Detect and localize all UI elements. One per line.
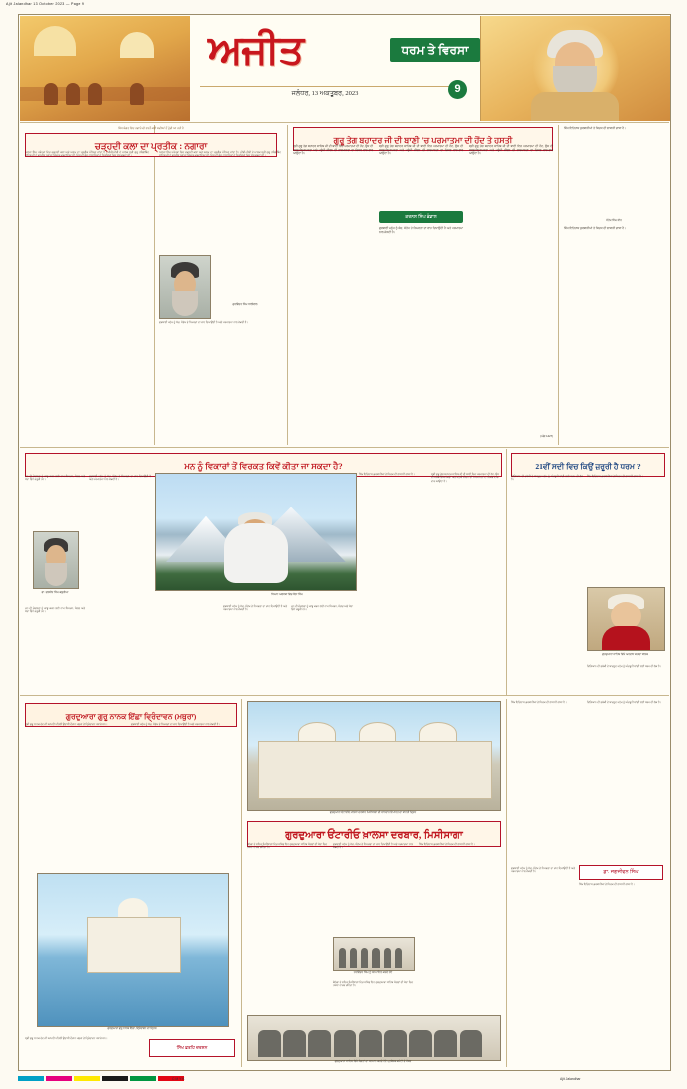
masthead-logo: ਅਜੀਤ [208,27,304,72]
dharam21-col2b: ਵਿਗਿਆਨ ਦੀ ਤਰੱਕੀ ਦੇ ਬਾਵਜੂਦ ਮਨੁੱਖ ਨੂੰ ਅੰਦਰੂਨੀ ਸ਼ਾਂਤੀ ਲਈ ਧਰਮ ਦੀ ਲੋੜ ਹੈ। [587,665,662,668]
nagara-author-photo [159,255,211,319]
issue-date: ਜਲੰਧਰ, 13 ਅਕਤੂਬਰ, 2023 [200,86,450,98]
page-number-badge: 9 [448,80,467,99]
meditation-photo-caption: ਧਿਆਨ ਅਵਸਥਾ ਵਿਚ ਬੈਠਾ ਸਿੰਘ [271,593,303,596]
meditation-photo [155,473,357,591]
gtb-body-col2b: ਗੁਰਬਾਣੀ ਮਨੁੱਖ ਨੂੰ ਸੱਚ, ਸੰਤੋਖ ਤੇ ਨਿਮਰਤਾ ਦਾ ਰਾਹ ਦਿਖਾਉਂਦੀ ਹੈ ਅਤੇ ਪਰਮਾਤਮਾ ਨਾਲ ਜੋੜਦੀ ਹੈ। [379,226,463,234]
nagara-body-col1: ਨਗਾਰਾ ਸਿੱਖ ਪਰੰਪਰਾ ਵਿਚ ਚੜ੍ਹਦੀ ਕਲਾ ਅਤੇ ਅਣਖ ਦਾ ਪ੍ਰਤੀਕ ਮੰਨਿਆ ਜਾਂਦਾ ਹੈ। ਮੀਰੀ-ਪੀਰੀ ਦੇ ਮਾਲਕ ਸ੍ਰੀ ਗੁਰੂ ਹਰਿਗੋਬਿੰਦ ਸਾਹਿਬ ਜੀ ਨੇ ਰਣਜੀਤ ਨਗਾਰਾ ਤਿਆਰ ਕਰਵਾਇਆ ਸੀ, ਜਿਸ ਦੀ ਗੂੰਜ ਨਾਲ ਸਿੰਘਾਂ ਦੇ ਹਿਰਦਿਆਂ ਵਿਚ ਜੋਸ਼ ਭਰਦਾ ਸੀ। [25,151,149,158]
mississauga-photo-caption: ਗੁਰਦੁਆਰਾ ਓਂਟਾਰੀਓ ਖ਼ਾਲਸਾ ਦਰਬਾਰ ਮਿਸੀਸਾਗਾ ਦੀ ਸ਼ਾਨਦਾਰ ਇਮਾਰਤ ਦਾ ਬਾਹਰੀ ਦ੍ਰਿਸ਼ [329,811,417,814]
mississauga-col3: ਸਿੱਖ ਇਤਿਹਾਸ ਕੁਰਬਾਨੀਆਂ ਤੇ ਸਿਦਕ ਦੀ ਲਾਸਾਨੀ ਗਾਥਾ ਹੈ। [419,843,475,846]
gtb-body-col2a: ਸ੍ਰੀ ਗੁਰੂ ਤੇਗ ਬਹਾਦਰ ਸਾਹਿਬ ਜੀ ਦੀ ਬਾਣੀ ਵਿਚ ਪਰਮਾਤਮਾ ਦੀ ਹੋਂਦ, ਉਸ ਦੀ ਸਰਬ-ਵਿਆਪਕਤਾ ਅਤੇ ਮਨੁੱਖੀ ਜੀਵਨ ਦੀ ਨਾਸ਼ਮਾਨਤਾ ਦਾ ਜ਼ਿਕਰ ਵਾਰ-ਵਾਰ ਆਉਂਦਾ ਹੈ। [379,144,463,156]
meditation-author-photo [33,531,79,589]
nagara-kicker: ਸਿੱਖ ਸੰਗਤ ਵਿਚ ਨਗਾਰੇ ਦੀ ਵਰਤੋਂ ਕਈ ਸਦੀਆਂ ਤੋਂ ਹੁੰਦੀ ਆ ਰਹੀ ਹੈ [118,126,184,130]
mississauga-col1: ਕੈਨੇਡਾ ਦੇ ਸ਼ਹਿਰ ਮਿਸੀਸਾਗਾ ਵਿਚ ਸਥਿਤ ਇਹ ਗੁਰਦੁਆਰਾ ਸਾਹਿਬ ਸੰਗਤਾਂ ਦੀ ਸੇਵਾ ਵਿਚ ਹਮੇਸ਼ਾ ਹਾਜ਼ਰ ਰਹਿੰਦਾ ਹੈ। [247,843,327,850]
gtb-author-badge: ਕਰਨਲ ਸਿੰਘ ਭੰਡਾਲ [379,211,463,223]
mississauga-col2: ਗੁਰਬਾਣੀ ਮਨੁੱਖ ਨੂੰ ਸੱਚ, ਸੰਤੋਖ ਤੇ ਨਿਮਰਤਾ ਦਾ ਰਾਹ ਦਿਖਾਉਂਦੀ ਹੈ ਅਤੇ ਪਰਮਾਤਮਾ ਨਾਲ ਜੋੜਦੀ ਹੈ। [333,843,413,850]
nagara-body-col2: ਨਗਾਰਾ ਸਿੱਖ ਪਰੰਪਰਾ ਵਿਚ ਚੜ੍ਹਦੀ ਕਲਾ ਅਤੇ ਅਣਖ ਦਾ ਪ੍ਰਤੀਕ ਮੰਨਿਆ ਜਾਂਦਾ ਹੈ। ਮੀਰੀ-ਪੀਰੀ ਦੇ ਮਾਲਕ ਸ੍ਰੀ ਗੁਰੂ ਹਰਿਗੋਬਿੰਦ ਸਾਹਿਬ ਜੀ ਨੇ ਰਣਜੀਤ ਨਗਾਰਾ ਤਿਆਰ ਕਰਵਾਇਆ ਸੀ, ਜਿਸ ਦੀ ਗੂੰਜ ਨਾਲ ਸਿੰਘਾਂ ਦੇ ਹਿਰਦਿਆਂ ਵਿਚ ਜੋਸ਼ ਭਰਦਾ ਸੀ। [159,151,281,158]
meditation-col1-top: ਮਨ ਦੀ ਚੰਚਲਤਾ ਨੂੰ ਕਾਬੂ ਕਰਨ ਲਈ ਨਾਮ ਸਿਮਰਨ, ਸੰਗਤ ਅਤੇ ਸੇਵਾ ਤਿੰਨੇ ਜ਼ਰੂਰੀ ਹਨ। [25,475,85,482]
dharam21-photo [587,587,665,651]
mississauga-col2b: ਕੈਨੇਡਾ ਦੇ ਸ਼ਹਿਰ ਮਿਸੀਸਾਗਾ ਵਿਚ ਸਥਿਤ ਇਹ ਗੁਰਦੁਆਰਾ ਸਾਹਿਬ ਸੰਗਤਾਂ ਦੀ ਸੇਵਾ ਵਿਚ ਹਮੇਸ਼ਾ ਹਾਜ਼ਰ ਰਹਿੰਦਾ ਹੈ। [333,981,413,988]
vrindavan-photo [37,873,229,1027]
printer-marks-top [0,0,687,12]
mississauga-headline: ਗੁਰਦੁਆਰਾ ਓਂਟਾਰੀਓ ਖ਼ਾਲਸਾ ਦਰਬਾਰ, ਮਿਸੀਸਾਗਾ [285,830,463,841]
gtb-quote-ref: (ਅੰਗ 1427) [540,435,553,438]
nagara-headline: ਚੜ੍ਹਦੀ ਕਲਾ ਦਾ ਪ੍ਰਤੀਕ : ਨਗਾਰਾ [94,140,208,151]
masthead-guru-portrait [480,16,670,121]
page-frame [18,14,671,1071]
mississauga-bottom-caption: ਗੁਰਦੁਆਰਾ ਸਾਹਿਬ ਵਿਖੇ ਸੰਗਤਾਂ ਦਾ ਸਨਮਾਨ ਕਰਦੇ ਹੋਏ ਪ੍ਰਬੰਧਕ ਕਮੇਟੀ ਦੇ ਮੈਂਬਰ [334,1060,412,1063]
nagara-byline: ਗੁਰਵਿੰਦਰ ਸਿੰਘ ਧਾਲੀਵਾਲ [232,303,258,306]
mississauga-photo-inner [333,937,415,971]
meditation-byline: ਡਾ. ਦਲਬੀਰ ਸਿੰਘ ਕਥੂਰੀਆ [41,591,69,594]
gtb-body-col1: ਸ੍ਰੀ ਗੁਰੂ ਤੇਗ ਬਹਾਦਰ ਸਾਹਿਬ ਜੀ ਦੀ ਬਾਣੀ ਵਿਚ ਪਰਮਾਤਮਾ ਦੀ ਹੋਂਦ, ਉਸ ਦੀ ਸਰਬ-ਵਿਆਪਕਤਾ ਅਤੇ ਮਨੁੱਖੀ ਜੀਵਨ ਦੀ ਨਾਸ਼ਮਾਨਤਾ ਦਾ ਜ਼ਿਕਰ ਵਾਰ-ਵਾਰ ਆਉਂਦਾ ਹੈ। [293,144,373,156]
gtb-body-col3: ਸ੍ਰੀ ਗੁਰੂ ਤੇਗ ਬਹਾਦਰ ਸਾਹਿਬ ਜੀ ਦੀ ਬਾਣੀ ਵਿਚ ਪਰਮਾਤਮਾ ਦੀ ਹੋਂਦ, ਉਸ ਦੀ ਸਰਬ-ਵਿਆਪਕਤਾ ਅਤੇ ਮਨੁੱਖੀ ਜੀਵਨ ਦੀ ਨਾਸ਼ਮਾਨਤਾ ਦਾ ਜ਼ਿਕਰ ਵਾਰ-ਵਾਰ ਆਉਂਦਾ ਹੈ। [469,144,553,156]
right-band1-text-bottom: ਸਿੱਖ ਇਤਿਹਾਸ ਕੁਰਬਾਨੀਆਂ ਤੇ ਸਿਦਕ ਦੀ ਲਾਸਾਨੀ ਗਾਥਾ ਹੈ। [564,226,626,230]
right-band1-caption: ਸੰਤੋਖ ਸਿੰਘ ਧੀਰ [606,219,622,222]
masthead-artwork-left [20,16,191,121]
meditation-col5: ਮਨ ਦੀ ਚੰਚਲਤਾ ਨੂੰ ਕਾਬੂ ਕਰਨ ਲਈ ਨਾਮ ਸਿਮਰਨ, ਸੰਗਤ ਅਤੇ ਸੇਵਾ ਤਿੰਨੇ ਜ਼ਰੂਰੀ ਹਨ। [291,605,353,612]
dharam21-col1: ਵਿਗਿਆਨ ਦੀ ਤਰੱਕੀ ਦੇ ਬਾਵਜੂਦ ਮਨੁੱਖ ਨੂੰ ਅੰਦਰੂਨੀ ਸ਼ਾਂਤੀ ਲਈ ਧਰਮ ਦੀ ਲੋੜ ਹੈ। [511,475,583,482]
vrindavan-headline: ਗੁਰਦੁਆਰਾ ਗੁਰੂ ਨਾਨਕ ਇੱਛਾ ਵ੍ਰਿੰਦਾਵਨ (ਮਥੁਰਾ) [65,712,197,721]
mississauga-photo-main [247,701,501,811]
dharam21-headline: 21ਵੀਂ ਸਦੀ ਵਿਚ ਕਿਉਂ ਜ਼ਰੂਰੀ ਹੈ ਧਰਮ ? [535,462,641,471]
vrindavan-logo-badge: ਸਿੱਖ ਫ਼ਤਹਿ ਦਰਸ਼ਨ [149,1039,235,1057]
meditation-col7: ਸ੍ਰੀ ਗੁਰੂ ਤੇਗ ਬਹਾਦਰ ਸਾਹਿਬ ਜੀ ਦੀ ਬਾਣੀ ਵਿਚ ਪਰਮਾਤਮਾ ਦੀ ਹੋਂਦ, ਉਸ ਦੀ ਸਰਬ-ਵਿਆਪਕਤਾ ਅਤੇ ਮਨੁੱਖੀ ਜੀਵਨ ਦੀ ਨਾਸ਼ਮਾਨਤਾ ਦਾ ਜ਼ਿਕਰ ਵਾਰ-ਵਾਰ ਆਉਂਦਾ ਹੈ। [431,473,499,483]
masthead [20,16,669,121]
right-band1-text-top: ਸਿੱਖ ਇਤਿਹਾਸ ਕੁਰਬਾਨੀਆਂ ਤੇ ਸਿਦਕ ਦੀ ਲਾਸਾਨੀ ਗਾਥਾ ਹੈ। [564,126,626,130]
supplement-title: ਧਰਮ ਤੇ ਵਿਰਸਾ [390,38,480,62]
meditation-col2: ਗੁਰਬਾਣੀ ਮਨੁੱਖ ਨੂੰ ਸੱਚ, ਸੰਤੋਖ ਤੇ ਨਿਮਰਤਾ ਦਾ ਰਾਹ ਦਿਖਾਉਂਦੀ ਹੈ ਅਤੇ ਪਰਮਾਤਮਾ ਨਾਲ ਜੋੜਦੀ ਹੈ। [89,475,151,482]
mississauga-photo-bottom [247,1015,501,1061]
vrindavan-photo-caption: ਗੁਰਦੁਆਰਾ ਗੁਰੂ ਨਾਨਕ ਇੱਛਾ, ਵ੍ਰਿੰਦਾਵਨ ਦਾ ਦ੍ਰਿਸ਼ [107,1027,157,1030]
right-band3-col2: ਵਿਗਿਆਨ ਦੀ ਤਰੱਕੀ ਦੇ ਬਾਵਜੂਦ ਮਨੁੱਖ ਨੂੰ ਅੰਦਰੂਨੀ ਸ਼ਾਂਤੀ ਲਈ ਧਰਮ ਦੀ ਲੋੜ ਹੈ। [587,701,662,704]
right-band3-col3: ਗੁਰਬਾਣੀ ਮਨੁੱਖ ਨੂੰ ਸੱਚ, ਸੰਤੋਖ ਤੇ ਨਿਮਰਤਾ ਦਾ ਰਾਹ ਦਿਖਾਉਂਦੀ ਹੈ ਅਤੇ ਪਰਮਾਤਮਾ ਨਾਲ ਜੋੜਦੀ ਹੈ। [511,867,575,874]
right-band3-col1: ਸਿੱਖ ਇਤਿਹਾਸ ਕੁਰਬਾਨੀਆਂ ਤੇ ਸਿਦਕ ਦੀ ਲਾਸਾਨੀ ਗਾਥਾ ਹੈ। [511,701,567,704]
cmyk-label: C M Y K [172,1077,185,1081]
dharam21-col2: ਸਿੱਖ ਇਤਿਹਾਸ ਕੁਰਬਾਨੀਆਂ ਤੇ ਸਿਦਕ ਦੀ ਲਾਸਾਨੀ ਗਾਥਾ ਹੈ। [587,475,643,478]
vrindavan-col3: ਸ੍ਰੀ ਗੁਰੂ ਨਾਨਕ ਦੇਵ ਜੀ ਆਪਣੀ ਪਹਿਲੀ ਉਦਾਸੀ ਦੌਰਾਨ ਮਥੁਰਾ ਤੇ ਵ੍ਰਿੰਦਾਵਨ ਪਧਾਰੇ ਸਨ। [25,1037,108,1040]
gtb-headline: ਗੁਰੂ ਤੇਗ ਬਹਾਦਰ ਜੀ ਦੀ ਬਾਣੀ 'ਚ ਪਰਮਾਤਮਾ ਦੀ ਹੋਂਦ ਤੇ ਹਸਤੀ [333,136,513,145]
right-author-box: ਡਾ. ਜਗਜੀਵਨ ਸਿੰਘ [579,865,663,880]
meditation-headline: ਮਨ ਨੂੰ ਵਿਕਾਰਾਂ ਤੋਂ ਵਿਰਕਤ ਕਿਵੇਂ ਕੀਤਾ ਜਾ ਸਕਦਾ ਹੈ? [184,461,343,471]
meditation-col1-bottom: ਮਨ ਦੀ ਚੰਚਲਤਾ ਨੂੰ ਕਾਬੂ ਕਰਨ ਲਈ ਨਾਮ ਸਿਮਰਨ, ਸੰਗਤ ਅਤੇ ਸੇਵਾ ਤਿੰਨੇ ਜ਼ਰੂਰੀ ਹਨ। [25,607,85,614]
meditation-col4: ਗੁਰਬਾਣੀ ਮਨੁੱਖ ਨੂੰ ਸੱਚ, ਸੰਤੋਖ ਤੇ ਨਿਮਰਤਾ ਦਾ ਰਾਹ ਦਿਖਾਉਂਦੀ ਹੈ ਅਤੇ ਪਰਮਾਤਮਾ ਨਾਲ ਜੋੜਦੀ ਹੈ। [223,605,287,612]
mississauga-inner-caption: ਹਰਵਿੰਦਰ ਸਿੰਘ ਨੂੰ ਸਨਮਾਨਿਤ ਕਰਦੇ ਹੋਏ [353,971,393,974]
printer-marks-bottom [18,1076,184,1081]
dharam21-photo-caption: ਗੁਰਦੁਆਰਾ ਸਾਹਿਬ ਵਿਖੇ ਅਰਦਾਸ ਕਰਦਾ ਬਾਲਕ [602,653,648,656]
vrindavan-col1: ਸ੍ਰੀ ਗੁਰੂ ਨਾਨਕ ਦੇਵ ਜੀ ਆਪਣੀ ਪਹਿਲੀ ਉਦਾਸੀ ਦੌਰਾਨ ਮਥੁਰਾ ਤੇ ਵ੍ਰਿੰਦਾਵਨ ਪਧਾਰੇ ਸਨ। [25,723,108,726]
nagara-body-col3: ਗੁਰਬਾਣੀ ਮਨੁੱਖ ਨੂੰ ਸੱਚ, ਸੰਤੋਖ ਤੇ ਨਿਮਰਤਾ ਦਾ ਰਾਹ ਦਿਖਾਉਂਦੀ ਹੈ ਅਤੇ ਪਰਮਾਤਮਾ ਨਾਲ ਜੋੜਦੀ ਹੈ। [159,321,249,324]
right-band3-col4: ਸਿੱਖ ਇਤਿਹਾਸ ਕੁਰਬਾਨੀਆਂ ਤੇ ਸਿਦਕ ਦੀ ਲਾਸਾਨੀ ਗਾਥਾ ਹੈ। [579,883,635,886]
meditation-col6: ਸਿੱਖ ਇਤਿਹਾਸ ਕੁਰਬਾਨੀਆਂ ਤੇ ਸਿਦਕ ਦੀ ਲਾਸਾਨੀ ਗਾਥਾ ਹੈ। [359,473,415,476]
masthead-title-block [190,16,480,121]
vrindavan-col2: ਗੁਰਬਾਣੀ ਮਨੁੱਖ ਨੂੰ ਸੱਚ, ਸੰਤੋਖ ਤੇ ਨਿਮਰਤਾ ਦਾ ਰਾਹ ਦਿਖਾਉਂਦੀ ਹੈ ਅਤੇ ਪਰਮਾਤਮਾ ਨਾਲ ਜੋੜਦੀ ਹੈ। [131,723,221,726]
print-footer-credit: Ajit Jalandhar [560,1077,581,1081]
print-slug: Ajit Jalandhar 13 October 2023 — Page 9 [6,2,85,6]
